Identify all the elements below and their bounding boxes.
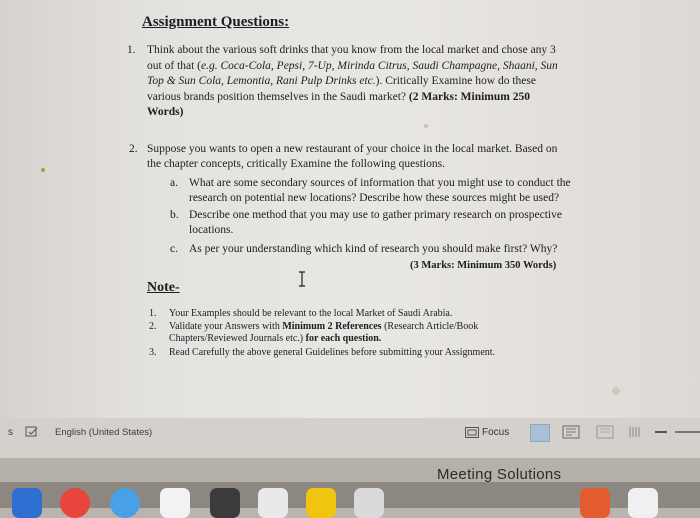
q2-marks: (3 Marks: Minimum 350 Words): [410, 260, 557, 271]
web-layout-alt-icon[interactable]: [628, 425, 642, 439]
document-body[interactable]: Assignment Questions: 1. Think about the various soft drinks that you know from the local market and chose any 3 out of that (e.g. Coca-Cola, Pepsi, 7-Up, Mirinda Citrus, Saudi Champagne, Shaani, Sun Top & Sun Cola, Lemontia, Rani Pulp Drinks etc.). Critically Examine how do these various brands position themselves in the Saudi market? (2 Marks: Minimum 250 Words) 2. Suppose you wants to open a new restaurant of your choice in the local market. Based on the chapter concepts, critically Examine the following questions. a. What are some secondary sources of information that you might use to conduct the research on potential new locations? Describe how these sources might be used? b. Describe one method that you may use to gather primary research on prospective locations. c. As per your understanding which kind of research you should make first? Why? (3 Marks: Minimum 350 Words) Note- 1. Your Examples should be relevant to the local Market of Saudi Arabia. 2. Validate your Answers with Minimum 2 References (Research Article/Book Chapters/Reviewed Journals etc.) for each question. 3. Read Carefully the above general Guidelines before submitting your Assignment.: [0, 0, 700, 418]
q1-line-3: Top & Sun Cola, Lemontia, Rani Pulp Drinks etc.). Critically Examine how do these: [147, 75, 536, 88]
zoom-out-icon[interactable]: [655, 431, 667, 433]
sub-c-line-1: As per your understanding which kind of research you should make first? Why?: [189, 243, 558, 255]
print-layout-icon[interactable]: [562, 425, 580, 439]
calendar-app-icon[interactable]: [628, 488, 658, 518]
focus-icon[interactable]: [465, 427, 479, 438]
proofing-icon[interactable]: [25, 426, 39, 438]
page-mark: [612, 387, 620, 395]
q1-line-2: out of that (e.g. Coca-Cola, Pepsi, 7-Up, Mirinda Citrus, Saudi Champagne, Shaani, Sun: [147, 59, 558, 72]
sub-b-letter: b.: [170, 209, 179, 221]
sub-a-line-2: research on potential new locations? Describe how these sources might be used?: [189, 192, 560, 205]
sub-c-letter: c.: [170, 243, 178, 255]
photos-app-icon[interactable]: [160, 488, 190, 518]
finder-app-icon[interactable]: [12, 488, 42, 518]
page-mark: [424, 124, 428, 128]
q2-number: 2.: [129, 143, 138, 155]
meeting-window-title[interactable]: Meeting Solutions: [437, 466, 562, 483]
question-1: [147, 43, 607, 121]
terminal-app-icon[interactable]: [210, 488, 240, 518]
q1-number: 1.: [127, 44, 136, 56]
sub-b-line-2: locations.: [189, 224, 234, 237]
mail-app-icon[interactable]: [306, 488, 336, 518]
sub-a-line-1: What are some secondary sources of information that you might use to conduct the: [189, 177, 571, 189]
window-strip: [0, 458, 700, 482]
web-layout-icon[interactable]: [596, 425, 614, 439]
text-cursor-icon: [297, 271, 307, 287]
read-mode-icon[interactable]: [530, 424, 550, 442]
status-bar: [0, 418, 700, 458]
q2-line-1: Suppose you wants to open a new restaurant of your choice in the local market. Based on: [147, 143, 558, 155]
chrome-app-icon[interactable]: [60, 488, 90, 518]
sub-b-line-1: Describe one method that you may use to gather primary research on prospective: [189, 209, 562, 221]
safari-app-icon[interactable]: [110, 488, 140, 518]
question-2: [147, 142, 607, 173]
zoom-slider[interactable]: [675, 431, 700, 433]
settings-app-icon[interactable]: [354, 488, 384, 518]
note-heading: Note-: [147, 280, 180, 295]
q1-line-5: Words): [147, 106, 184, 119]
notes-app-icon[interactable]: [258, 488, 288, 518]
q1-line-1: Think about the various soft drinks that you know from the local market and chose any 3: [147, 44, 556, 56]
q1-line-4: various brands position themselves in the Saudi market? (2 Marks: Minimum 250: [147, 90, 530, 103]
focus-button[interactable]: Focus: [482, 427, 510, 438]
page-count: s: [8, 427, 13, 438]
language-status[interactable]: English (United States): [55, 427, 153, 438]
powerpoint-app-icon[interactable]: [580, 488, 610, 518]
page-mark: [41, 168, 45, 172]
sub-a-letter: a.: [170, 177, 178, 189]
assignment-heading: Assignment Questions:: [142, 14, 290, 30]
q2-line-2: the chapter concepts, critically Examine the following questions.: [147, 158, 445, 171]
